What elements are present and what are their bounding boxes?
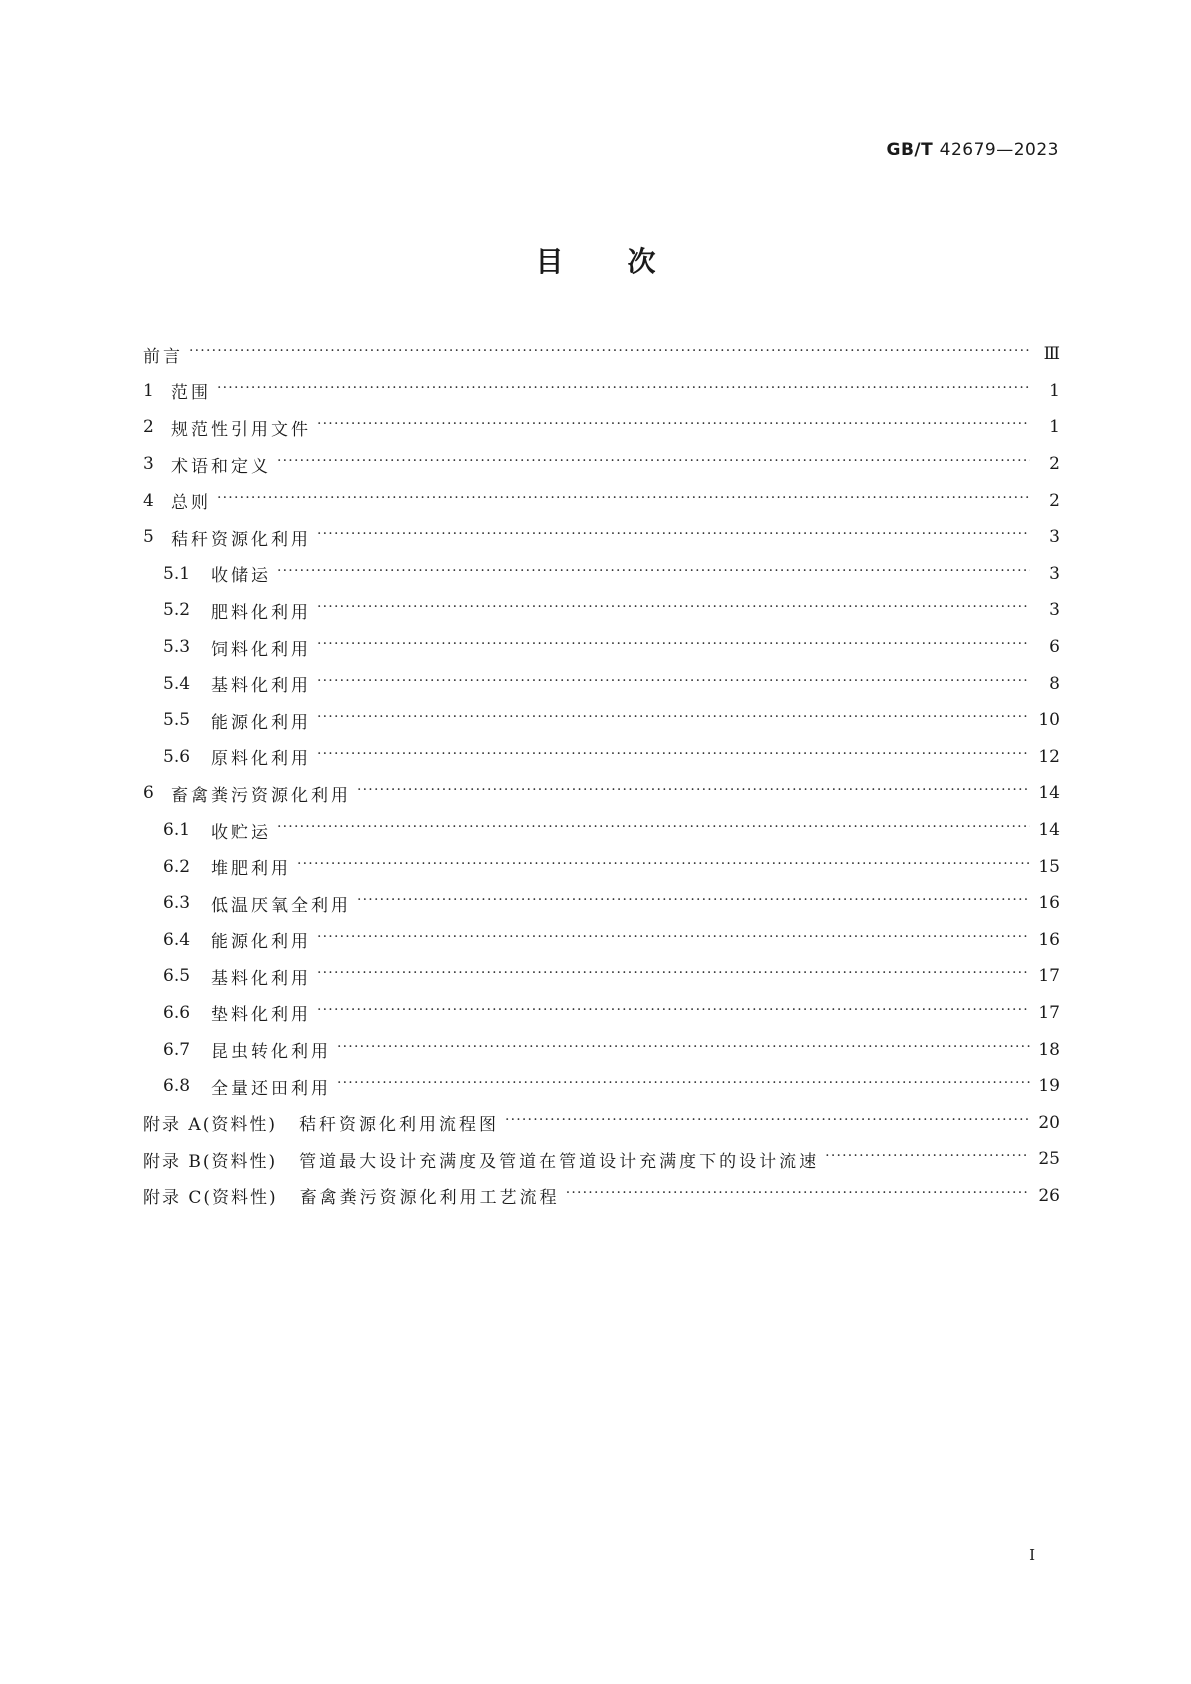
toc-entry-label: 前言 bbox=[143, 346, 183, 367]
toc-entry-number: 6.1 bbox=[163, 820, 191, 841]
toc-entry[interactable] bbox=[143, 519, 1060, 556]
dot-leader bbox=[297, 857, 1030, 877]
toc-title: 目次 bbox=[535, 245, 720, 278]
toc-entry-label: 堆肥利用 bbox=[211, 859, 291, 880]
toc-entry-label: 畜禽粪污资源化利用 bbox=[171, 785, 351, 806]
appendix-page: 26 bbox=[1038, 1185, 1060, 1206]
toc-entry-page: 1 bbox=[1049, 380, 1060, 401]
toc-entry-page: 17 bbox=[1038, 966, 1060, 987]
appendix-type: (资料性) bbox=[202, 1115, 277, 1136]
toc-entry-label: 收贮运 bbox=[211, 822, 271, 843]
toc-entry-label: 能源化利用 bbox=[211, 712, 311, 733]
toc-entry[interactable] bbox=[143, 1031, 1060, 1068]
toc-entry-page: 8 bbox=[1049, 673, 1060, 694]
toc-entry-label: 饲料化利用 bbox=[211, 639, 311, 660]
toc-entry-label: 规范性引用文件 bbox=[171, 419, 311, 440]
toc-entry-page: 12 bbox=[1038, 746, 1060, 767]
toc-entry-page: 14 bbox=[1038, 820, 1060, 841]
dot-leader bbox=[566, 1186, 1030, 1206]
toc-entry[interactable] bbox=[143, 665, 1060, 702]
dot-leader bbox=[505, 1113, 1030, 1133]
toc-entry[interactable] bbox=[143, 922, 1060, 959]
dot-leader bbox=[317, 600, 1030, 620]
toc-appendix-entry[interactable] bbox=[143, 1178, 1060, 1215]
toc-entry[interactable] bbox=[143, 775, 1060, 812]
toc-entry-label: 基料化利用 bbox=[211, 968, 311, 989]
toc-entry-number: 6 bbox=[143, 783, 154, 804]
toc-entry[interactable] bbox=[143, 702, 1060, 739]
toc-entry[interactable] bbox=[143, 629, 1060, 666]
dot-leader bbox=[337, 1040, 1030, 1060]
toc-appendix-entry[interactable] bbox=[143, 1104, 1060, 1141]
dot-leader bbox=[317, 637, 1030, 657]
dot-leader bbox=[317, 527, 1030, 547]
toc-entry[interactable] bbox=[143, 446, 1060, 483]
toc-entry-number: 3 bbox=[143, 454, 154, 475]
standard-number: 42679—2023 bbox=[939, 140, 1059, 160]
toc-entry-page: 3 bbox=[1049, 527, 1060, 548]
toc-entry[interactable] bbox=[143, 592, 1060, 629]
toc-entry-number: 5.4 bbox=[163, 673, 191, 694]
appendix-label: 畜禽粪污资源化利用工艺流程 bbox=[299, 1188, 560, 1209]
toc-entry-number: 5.2 bbox=[163, 600, 191, 621]
toc-entry-label: 全量还田利用 bbox=[211, 1078, 331, 1099]
toc-entry-page: 19 bbox=[1038, 1076, 1060, 1097]
dot-leader bbox=[337, 1076, 1030, 1096]
toc-entry-number: 6.7 bbox=[163, 1039, 191, 1060]
dot-leader bbox=[317, 966, 1030, 986]
toc-entry-page: 15 bbox=[1038, 856, 1060, 877]
toc-entry[interactable] bbox=[143, 739, 1060, 776]
toc-entry-label: 范围 bbox=[171, 383, 211, 404]
page-number: I bbox=[1029, 1546, 1035, 1564]
toc-entry-number: 6.3 bbox=[163, 893, 191, 914]
dot-leader bbox=[277, 454, 1030, 474]
toc-entry[interactable] bbox=[143, 812, 1060, 849]
toc-appendix-entry[interactable] bbox=[143, 1141, 1060, 1178]
toc-entry-page: Ⅲ bbox=[1043, 344, 1060, 365]
toc-entry-number: 5.3 bbox=[163, 637, 191, 658]
toc-entry-page: 16 bbox=[1038, 929, 1060, 950]
table-of-contents bbox=[143, 336, 1060, 1214]
toc-entry[interactable] bbox=[143, 482, 1060, 519]
toc-entry-number: 5.5 bbox=[163, 710, 191, 731]
dot-leader bbox=[217, 491, 1030, 511]
appendix-label: 管道最大设计充满度及管道在管道设计充满度下的设计流速 bbox=[299, 1151, 820, 1172]
toc-entry-page: 10 bbox=[1038, 710, 1060, 731]
toc-entry-label: 肥料化利用 bbox=[211, 602, 311, 623]
toc-entry-number: 5 bbox=[143, 527, 154, 548]
toc-entry-number: 6.8 bbox=[163, 1076, 191, 1097]
toc-entry-number: 6.4 bbox=[163, 929, 191, 950]
dot-leader bbox=[357, 893, 1030, 913]
appendix-type: (资料性) bbox=[203, 1188, 278, 1209]
dot-leader bbox=[317, 930, 1030, 950]
toc-entry-page: 6 bbox=[1049, 637, 1060, 658]
toc-entry-page: 2 bbox=[1049, 454, 1060, 475]
toc-entry-number: 6.2 bbox=[163, 856, 191, 877]
dot-leader bbox=[317, 1003, 1030, 1023]
toc-entry[interactable] bbox=[143, 336, 1060, 373]
toc-entry-page: 3 bbox=[1049, 600, 1060, 621]
toc-entry-page: 17 bbox=[1038, 1002, 1060, 1023]
toc-entry-label: 原料化利用 bbox=[211, 749, 311, 770]
appendix-label: 秸秆资源化利用流程图 bbox=[298, 1115, 499, 1136]
toc-entry-label: 收储运 bbox=[211, 566, 271, 587]
toc-entry[interactable] bbox=[143, 373, 1060, 410]
dot-leader bbox=[277, 820, 1030, 840]
dot-leader bbox=[317, 417, 1030, 437]
toc-entry[interactable] bbox=[143, 995, 1060, 1032]
toc-entry-number: 4 bbox=[143, 490, 154, 511]
toc-entry-label: 垫料化利用 bbox=[211, 1005, 311, 1026]
toc-entry-page: 2 bbox=[1049, 490, 1060, 511]
toc-entry-number: 5.1 bbox=[163, 563, 191, 584]
dot-leader bbox=[825, 1149, 1030, 1169]
toc-entry-label: 秸秆资源化利用 bbox=[171, 529, 311, 550]
toc-entry-number: 6.5 bbox=[163, 966, 191, 987]
toc-entry[interactable] bbox=[143, 885, 1060, 922]
appendix-prefix: 附录 A bbox=[143, 1115, 203, 1136]
toc-entry-label: 基料化利用 bbox=[211, 676, 311, 697]
toc-entry-page: 3 bbox=[1049, 563, 1060, 584]
toc-entry-label: 能源化利用 bbox=[211, 932, 311, 953]
appendix-prefix: 附录 C bbox=[143, 1188, 204, 1209]
toc-entry[interactable] bbox=[143, 556, 1060, 593]
dot-leader bbox=[357, 783, 1030, 803]
toc-entry-label: 术语和定义 bbox=[171, 456, 271, 477]
toc-entry-page: 18 bbox=[1038, 1039, 1060, 1060]
toc-entry-label: 低温厌氧全利用 bbox=[211, 895, 351, 916]
appendix-page: 20 bbox=[1038, 1112, 1060, 1133]
toc-entry-number: 5.6 bbox=[163, 746, 191, 767]
appendix-page: 25 bbox=[1038, 1149, 1060, 1170]
dot-leader bbox=[317, 710, 1030, 730]
toc-entry-number: 2 bbox=[143, 417, 154, 438]
toc-entry[interactable] bbox=[143, 958, 1060, 995]
appendix-prefix: 附录 B bbox=[143, 1151, 203, 1172]
toc-entry-label: 总则 bbox=[171, 493, 211, 514]
dot-leader bbox=[189, 344, 1030, 364]
toc-entry[interactable] bbox=[143, 848, 1060, 885]
toc-entry-label: 昆虫转化利用 bbox=[211, 1042, 331, 1063]
toc-entry[interactable] bbox=[143, 1068, 1060, 1105]
toc-entry-number: 6.6 bbox=[163, 1002, 191, 1023]
dot-leader bbox=[317, 674, 1030, 694]
dot-leader bbox=[277, 564, 1030, 584]
toc-entry-page: 1 bbox=[1049, 417, 1060, 438]
toc-entry-number: 1 bbox=[143, 380, 154, 401]
toc-entry-page: 14 bbox=[1038, 783, 1060, 804]
toc-entry[interactable] bbox=[143, 409, 1060, 446]
appendix-type: (资料性) bbox=[202, 1151, 278, 1172]
standard-prefix: GB/T bbox=[886, 140, 934, 160]
dot-leader bbox=[217, 381, 1030, 401]
dot-leader bbox=[317, 747, 1030, 767]
toc-entry-page: 16 bbox=[1038, 893, 1060, 914]
standard-code bbox=[887, 140, 1059, 160]
